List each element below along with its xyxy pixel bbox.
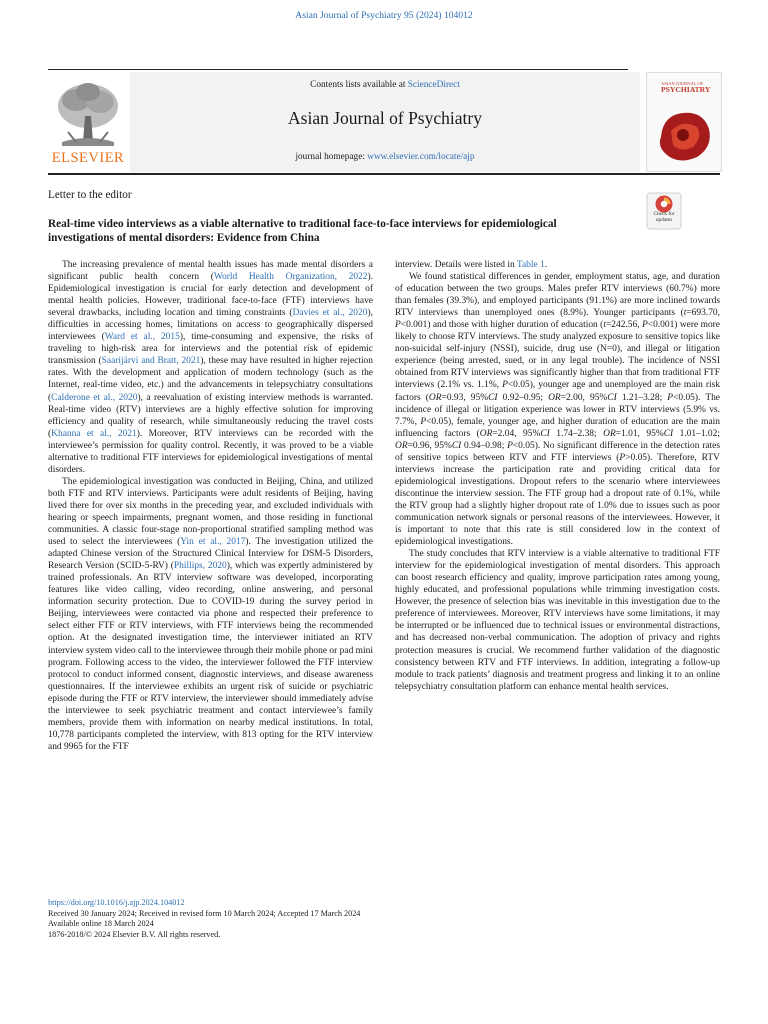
italic-symbol: P: [641, 320, 648, 331]
available-online: Available online 18 March 2024: [48, 919, 154, 928]
check-line-2: updates: [655, 216, 673, 223]
italic-symbol: CI: [663, 428, 674, 439]
cover-title-small: ASIAN JOURNAL OF: [661, 81, 704, 86]
italic-symbol: t: [683, 308, 687, 319]
citation-link[interactable]: Davies et al., 2020: [292, 308, 368, 319]
italic-symbol: t: [603, 320, 606, 331]
homepage-link[interactable]: www.elsevier.com/locate/ajp: [367, 152, 475, 162]
contents-prefix: Contents lists available at: [310, 80, 408, 90]
italic-symbol: P: [619, 452, 626, 463]
italic-symbol: P: [507, 440, 513, 451]
journal-name: Asian Journal of Psychiatry: [288, 108, 482, 128]
italic-symbol: P: [420, 416, 427, 427]
check-line-1: Check for: [653, 211, 675, 217]
paragraph: interview. Details were listed in Table 1.: [395, 260, 548, 270]
received-dates: Received 30 January 2024; Received in revised form 10 March 2024; Accepted 17 March 2024: [48, 908, 361, 918]
paragraph: The epidemiological investigation was conducted in Beijing, China, and utilized both FTF and RTV interviews. Participants were adult residents of Beijing, having lived there for over six months in the preceding year, and excluded individuals with hearing or speech impairments, pregnant women, and those residing in functional communities. A classic four-stage non-proportional stratified sampling method was used to select the interviewees (Yin et al., 2017). The investigation utilized the adapted Chinese version of the Structured Clinical Interview for DSM-5 Disorders, Research Version (SCID-5-RV) (Phillips, 2020), which was expertly administered by trained professionals. An RTV interview software was developed, incorporating features like video calling, video recording, online answering, and personal information security protection. Due to COVID-19 during the survey period in Beijing, interviewees were contacted via phone and respected their preference to select either FTF or RTV interviews, with FTF interviews being the recommended option. At the designated investigation time, the interviewer initiated an RTV interview system video call to the interviewee through their mobile phone or pad mini program. Following access to the video, the interviewer followed the FTF interview protocol to conduct informed consent, diagnostic interviews, and disease awareness questionnaires. If the interviewee exhibits an urgent risk of suicide or psychiatric episode during the FTF or RTV interview, the interviewer should immediately advise the interviewee to seek psychiatric treatment and contact interviewee’s family members, provide them with information on nearby medical institutions. In total, 10,778 participants completed the interview, with 813 opting for the RTV interview and 9965 for the FTF: [48, 476, 373, 752]
italic-symbol: P: [667, 392, 674, 403]
sciencedirect-link[interactable]: ScienceDirect: [407, 80, 460, 90]
paragraph: The study concludes that RTV interview is a viable alternative to traditional FTF interview for the epidemiological investigation of mental disorders. This approach can boost research efficiency and quality, improve participation rates among young, highly educated, and professional populations while trimming investigation costs. However, the presence of selection bias was inevitable in this investigation due to the preference of interviewees. Moreover, RTV interviews have some limitations, it may be interrupted or be influenced due to technical issues or environmental distractions, and has decreased non-verbal communication. The adoption of privacy and rights protection measures is crucial. We recommend further validation of the diagnostic consistency between RTV and FTF interviews. In addition, integrating a follow-up module to track patients’ diagnosis and treatment progress and linking it to an online telepsychiatry consultation platform can enhance mental health services.: [395, 549, 720, 692]
running-head[interactable]: Asian Journal of Psychiatry 95 (2024) 104012: [295, 10, 473, 21]
italic-symbol: P: [395, 320, 401, 331]
article-type: Letter to the editor: [48, 189, 132, 201]
italic-symbol: OR: [479, 428, 493, 439]
italic-symbol: CI: [451, 440, 462, 451]
italic-symbol: P: [502, 380, 508, 391]
paragraph: We found statistical differences in gender, employment status, age, and duration of education between the two groups. Males prefer RTV interviews (60.7%) more than females (39.3%), and employed participants (91.1%) are more inclined towards RTV interviews than unemployed ones (8.9%). Younger participants (t=693.70, P<0.001) and those with higher duration of education (t=242.56, P<0.001) were more likely to choose RTV interviews. The study analyzed exposure to sensitive topics like non-suicidal self-injury (NSSI), suicide, drug use (N=0), and illegal or litigation experience (being arrested, sued, or in any legal trouble). The incidence of NSSI obtained from RTV interviews was significantly higher than that from traditional FTF interviews (2.1% vs. 1.1%, P<0.05), younger age and unemployed are the main risk factors (OR=0.93, 95%CI 0.92–0.95; OR=2.00, 95%CI 1.21–3.28; P<0.05). The incidence of illegal or litigation experience was lower in RTV interviews (5.9% vs. 7.7%, P<0.05), female, younger age, and higher duration of education are the main influencing factors (OR=2.04, 95%CI 1.74–2.38; OR=1.01, 95%CI 1.01–1.02; OR=0.96, 95%CI 0.94–0.98; P<0.05). No significant difference in the detection rates of sensitive topics between RTV and FTF interviews (P>0.05). Therefore, RTV interviews increase the participation rate and providing critical data for epidemiological investigations. Dropout refers to the scenario where interviewees discontinue the interview session. The FTF group had a dropout rate of 0.1%, while the RTV group had a slightly higher dropout rate of 1.0% due to issues such as poor communication network signals or personal reasons of the interviewees. However, it is important to note that this rate is still considered low in the context of epidemiological investigations.: [395, 272, 721, 548]
italic-symbol: OR: [395, 440, 408, 451]
italic-symbol: CI: [540, 428, 550, 439]
cover-title: PSYCHIATRY: [661, 85, 711, 94]
homepage-prefix: journal homepage:: [295, 152, 368, 162]
citation-link[interactable]: Table 1: [516, 260, 545, 270]
italic-symbol: OR: [548, 392, 561, 403]
citation-link[interactable]: Ward et al., 2015: [104, 332, 180, 343]
doi-link[interactable]: https://doi.org/10.1016/j.ajp.2024.104012: [48, 898, 185, 907]
italic-symbol: OR: [428, 392, 442, 403]
article-footer: [48, 898, 720, 940]
header-rule-thick: [48, 173, 720, 175]
contents-line: [130, 80, 640, 90]
homepage-line: [130, 152, 640, 162]
citation-link[interactable]: Yin et al., 2017: [180, 537, 246, 548]
citation-link[interactable]: Phillips, 2020: [173, 561, 227, 572]
body-column-left: [48, 259, 373, 753]
italic-symbol: OR: [603, 428, 616, 439]
header-rule: [48, 69, 628, 70]
body-column-right: [395, 259, 720, 693]
citation-link[interactable]: Khanna et al., 2021: [51, 428, 137, 439]
article-title: Real-time video interviews as a viable alternative to traditional face-to-face interviews for epidemiological investigations of mental disorders: Evidence from China: [48, 218, 557, 244]
citation-link[interactable]: World Health Organization, 2022: [213, 272, 368, 283]
italic-symbol: CI: [488, 392, 498, 403]
check-for-updates-label: [641, 212, 687, 223]
citation-link[interactable]: Saarijärvi and Bratt, 2021: [101, 356, 201, 367]
italic-symbol: CI: [607, 392, 617, 403]
journal-cover[interactable]: [646, 72, 722, 172]
copyright: 1876-2018/© 2024 Elsevier B.V. All rights reserved.: [48, 929, 221, 939]
elsevier-wordmark: ELSEVIER: [51, 150, 125, 166]
cover-art: [653, 107, 715, 165]
citation-link[interactable]: Calderone et al., 2020: [51, 392, 138, 403]
paragraph: The increasing prevalence of mental health issues has made mental disorders a significant public health concern (World Health Organization, 2022). Epidemiological investigation is crucial for early detection and development of mental health policies. However, traditional face-to-face (FTF) interviews have several drawbacks, including location and timing constraints (Davies et al., 2020), difficulties in accessing homes, limitations on access to geographically dispersed interviewees (Ward et al., 2015), time-consuming and expensive, the risks of traveling to high-risk area for interviews and the potential risk of epidemic transmission (Saarijärvi and Bratt, 2021), these may have resulted in higher rejection rates. With the development and application of modern technology (such as the Internet, real-time video, etc.) and the advancements in telepsychiatry consultations (Calderone et al., 2020), a reevaluation of existing interview methods is warranted. Real-time video (RTV) interviews are a highly effective solution for improving efficiency and quality of research, while simultaneously reducing the travel costs (Khanna et al., 2021). Moreover, RTV interviews can be recorded with the interviewee’s permission for quality control. Recently, it was proved to be a viable alternative to traditional FTF interviews for epidemiological investigations of mental disorders.: [48, 260, 374, 475]
